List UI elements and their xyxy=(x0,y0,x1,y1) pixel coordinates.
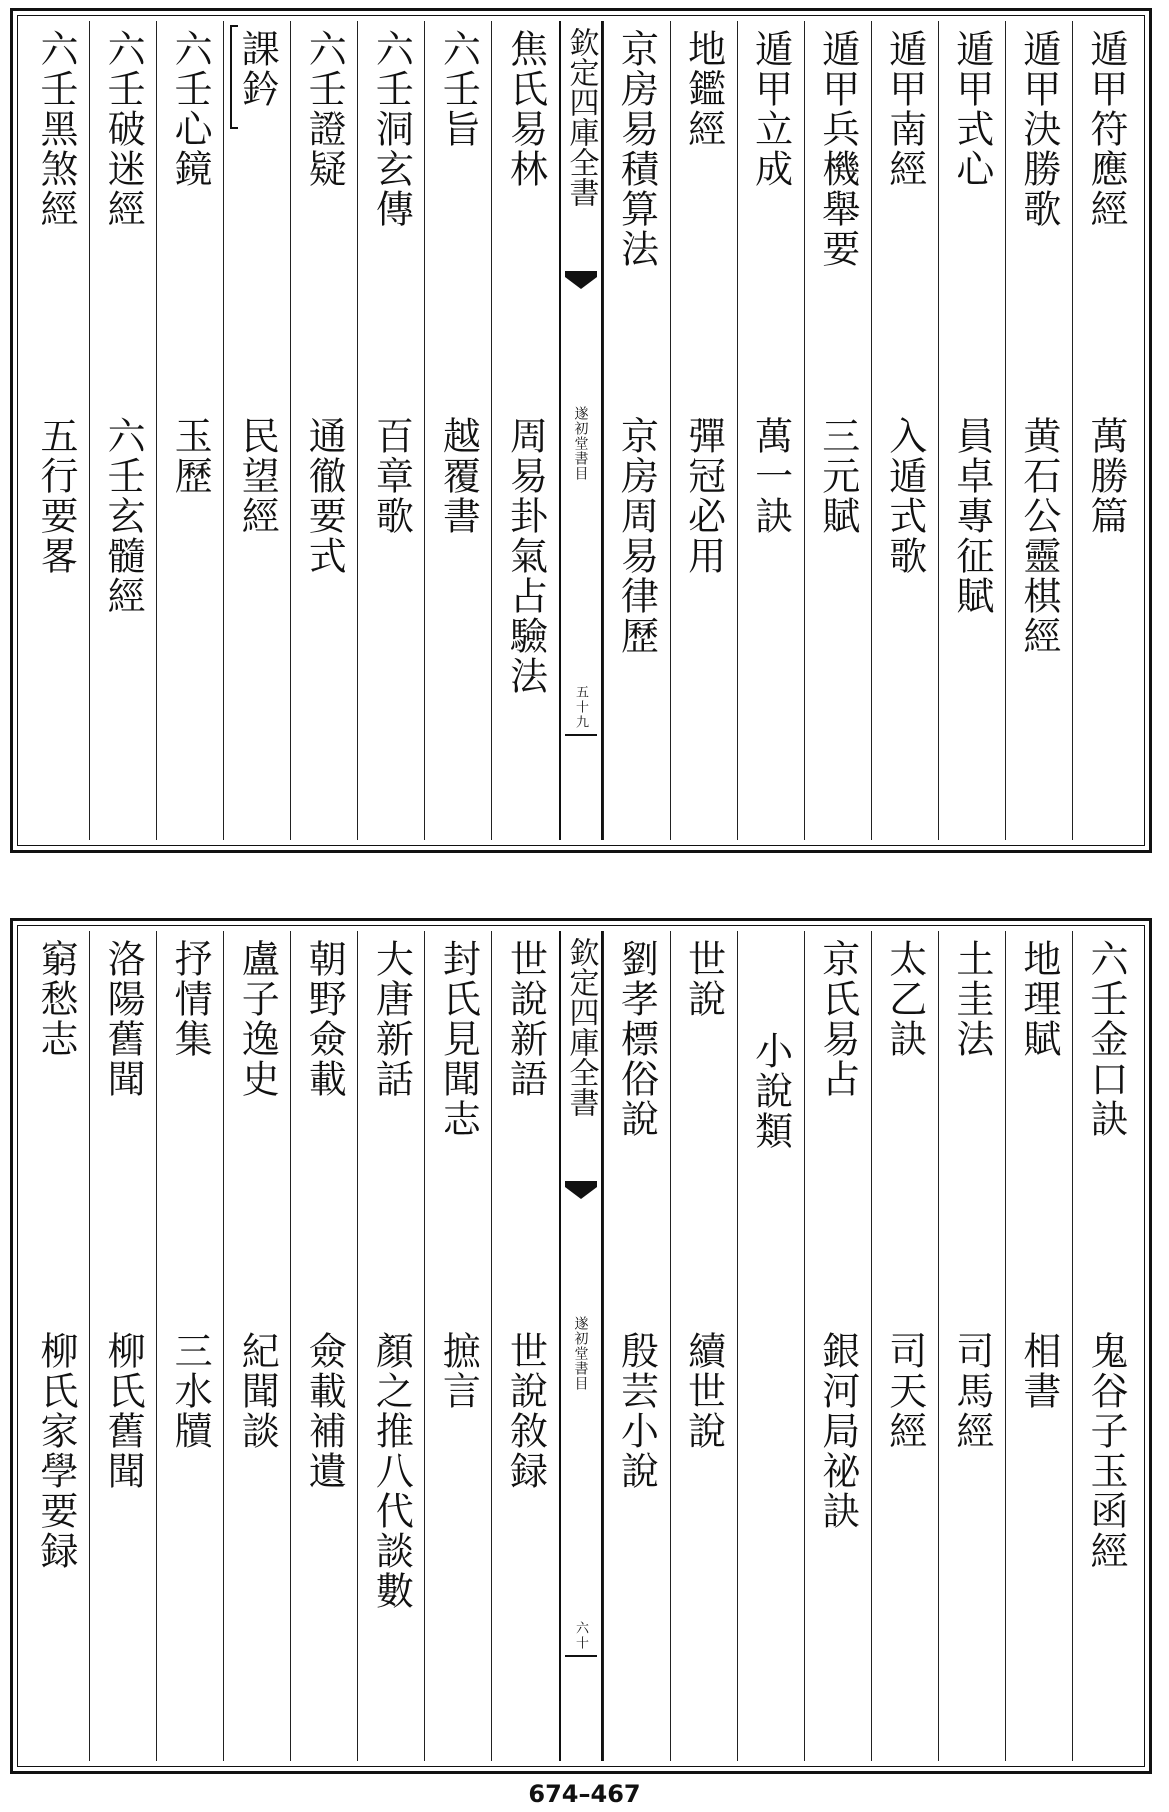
folio-number: 五十九 xyxy=(573,685,588,730)
text-column xyxy=(223,931,290,1761)
block-center-column xyxy=(559,931,603,1761)
text-column xyxy=(89,21,156,840)
text-column xyxy=(290,21,357,840)
text-column xyxy=(1072,931,1139,1761)
book-title: 周易卦氣占驗法 xyxy=(503,416,548,696)
book-title: 續世說 xyxy=(681,1331,726,1451)
book-title: 柳氏家學要録 xyxy=(34,1331,79,1571)
book-title: 六壬玄髓經 xyxy=(101,416,146,616)
top-folio-page xyxy=(10,8,1152,853)
book-title: 遁甲式心 xyxy=(949,29,994,189)
text-column xyxy=(737,21,804,840)
text-column xyxy=(1005,21,1072,840)
book-title: 僉載補遺 xyxy=(302,1331,347,1491)
text-column xyxy=(670,931,737,1761)
text-column xyxy=(89,931,156,1761)
book-title: 黄石公靈棋經 xyxy=(1016,416,1061,656)
text-column xyxy=(871,21,938,840)
top-columns xyxy=(23,21,1139,840)
text-column xyxy=(670,21,737,840)
book-title: 司馬經 xyxy=(949,1331,994,1451)
text-column xyxy=(871,931,938,1761)
text-column xyxy=(156,931,223,1761)
text-column xyxy=(1005,931,1072,1761)
book-title: 六壬洞玄傳 xyxy=(369,29,414,229)
book-title: 民望經 xyxy=(235,416,280,536)
book-title: 萬勝篇 xyxy=(1083,416,1128,536)
collection-title: 欽定四庫全書 xyxy=(563,937,599,1117)
book-title: 封氏見聞志 xyxy=(436,939,481,1139)
book-name: 遂初堂書目 xyxy=(572,1316,589,1391)
folio-rule xyxy=(565,734,597,736)
book-title: 遁甲決勝歌 xyxy=(1016,29,1061,229)
book-title: 六壬心鏡 xyxy=(168,29,213,189)
text-column xyxy=(603,931,670,1761)
bottom-columns xyxy=(23,931,1139,1761)
book-title: 窮愁志 xyxy=(34,939,79,1059)
fish-tail-mark xyxy=(565,271,597,301)
book-title: 顏之推八代談數 xyxy=(369,1331,414,1611)
book-title: 五行要畧 xyxy=(34,416,79,576)
collection-title: 欽定四庫全書 xyxy=(563,27,599,207)
book-title: 六壬破迷經 xyxy=(101,29,146,229)
text-column xyxy=(938,21,1005,840)
book-title: 地理賦 xyxy=(1016,939,1061,1059)
book-title: 朝野僉載 xyxy=(302,939,347,1099)
text-column xyxy=(357,931,424,1761)
text-column xyxy=(1072,21,1139,840)
book-title: 焦氏易林 xyxy=(503,29,548,189)
text-column xyxy=(23,21,89,840)
book-title: 三元賦 xyxy=(815,416,860,536)
category-heading: 小說類 xyxy=(748,1031,793,1151)
book-title: 世說 xyxy=(681,939,726,1019)
text-column xyxy=(804,931,871,1761)
book-title: 地鑑經 xyxy=(681,29,726,149)
book-title: 京房周易律歷 xyxy=(614,416,659,656)
book-title: 遁甲兵機舉要 xyxy=(815,29,860,269)
book-title: 相書 xyxy=(1016,1331,1061,1411)
book-title: 抒情集 xyxy=(168,939,213,1059)
book-title: 遁甲南經 xyxy=(882,29,927,189)
book-title: 土圭法 xyxy=(949,939,994,1059)
text-column xyxy=(223,21,290,840)
book-title: 銀河局祕訣 xyxy=(815,1331,860,1531)
book-title: 太乙訣 xyxy=(882,939,927,1059)
text-column xyxy=(424,21,491,840)
text-column xyxy=(603,21,670,840)
block-center-column xyxy=(559,21,603,840)
book-title: 員卓專征賦 xyxy=(949,416,994,616)
book-title: 司天經 xyxy=(882,1331,927,1451)
text-column xyxy=(737,931,804,1761)
book-title: 萬一訣 xyxy=(748,416,793,536)
book-title: 摭言 xyxy=(436,1331,481,1411)
book-title: 京房易積算法 xyxy=(614,29,659,269)
text-column xyxy=(290,931,357,1761)
book-title: 遁甲立成 xyxy=(748,29,793,189)
text-column xyxy=(491,931,558,1761)
book-title: 劉孝標俗說 xyxy=(614,939,659,1139)
folio-rule xyxy=(565,1655,597,1657)
text-column xyxy=(491,21,558,840)
book-title: 鬼谷子玉函經 xyxy=(1083,1331,1128,1571)
book-title: 盧子逸史 xyxy=(235,939,280,1099)
book-title: 玉歷 xyxy=(168,416,213,496)
text-column xyxy=(23,931,89,1761)
book-title: 柳氏舊聞 xyxy=(101,1331,146,1491)
book-title: 紀聞談 xyxy=(235,1331,280,1451)
book-title: 入遁式歌 xyxy=(882,416,927,576)
book-title: 越覆書 xyxy=(436,416,481,536)
folio-number: 六十 xyxy=(573,1621,588,1651)
bottom-folio-page xyxy=(10,918,1152,1774)
book-title: 遁甲符應經 xyxy=(1083,29,1128,229)
book-title: 六壬黑煞經 xyxy=(34,29,79,229)
page-number: 674–467 xyxy=(528,1780,641,1808)
text-column xyxy=(938,931,1005,1761)
book-title: 六壬金口訣 xyxy=(1083,939,1128,1139)
book-title: 百章歌 xyxy=(369,416,414,536)
fish-tail-mark xyxy=(565,1181,597,1211)
book-title: 通徹要式 xyxy=(302,416,347,576)
book-title: 六壬證疑 xyxy=(302,29,347,189)
text-column xyxy=(357,21,424,840)
book-title: 世說敘録 xyxy=(503,1331,548,1491)
book-title: 六壬旨 xyxy=(436,29,481,149)
book-title: 三水牘 xyxy=(168,1331,213,1451)
book-title: 殷芸小說 xyxy=(614,1331,659,1491)
book-title: 京氏易占 xyxy=(815,939,860,1099)
text-column xyxy=(424,931,491,1761)
text-column xyxy=(156,21,223,840)
book-title: 彈冠必用 xyxy=(681,416,726,576)
book-title: 大唐新話 xyxy=(369,939,414,1099)
book-title: 世說新語 xyxy=(503,939,548,1099)
category-heading: 課鈐 xyxy=(235,29,280,109)
text-column xyxy=(804,21,871,840)
book-name: 遂初堂書目 xyxy=(572,406,589,481)
book-title: 洛陽舊聞 xyxy=(101,939,146,1099)
